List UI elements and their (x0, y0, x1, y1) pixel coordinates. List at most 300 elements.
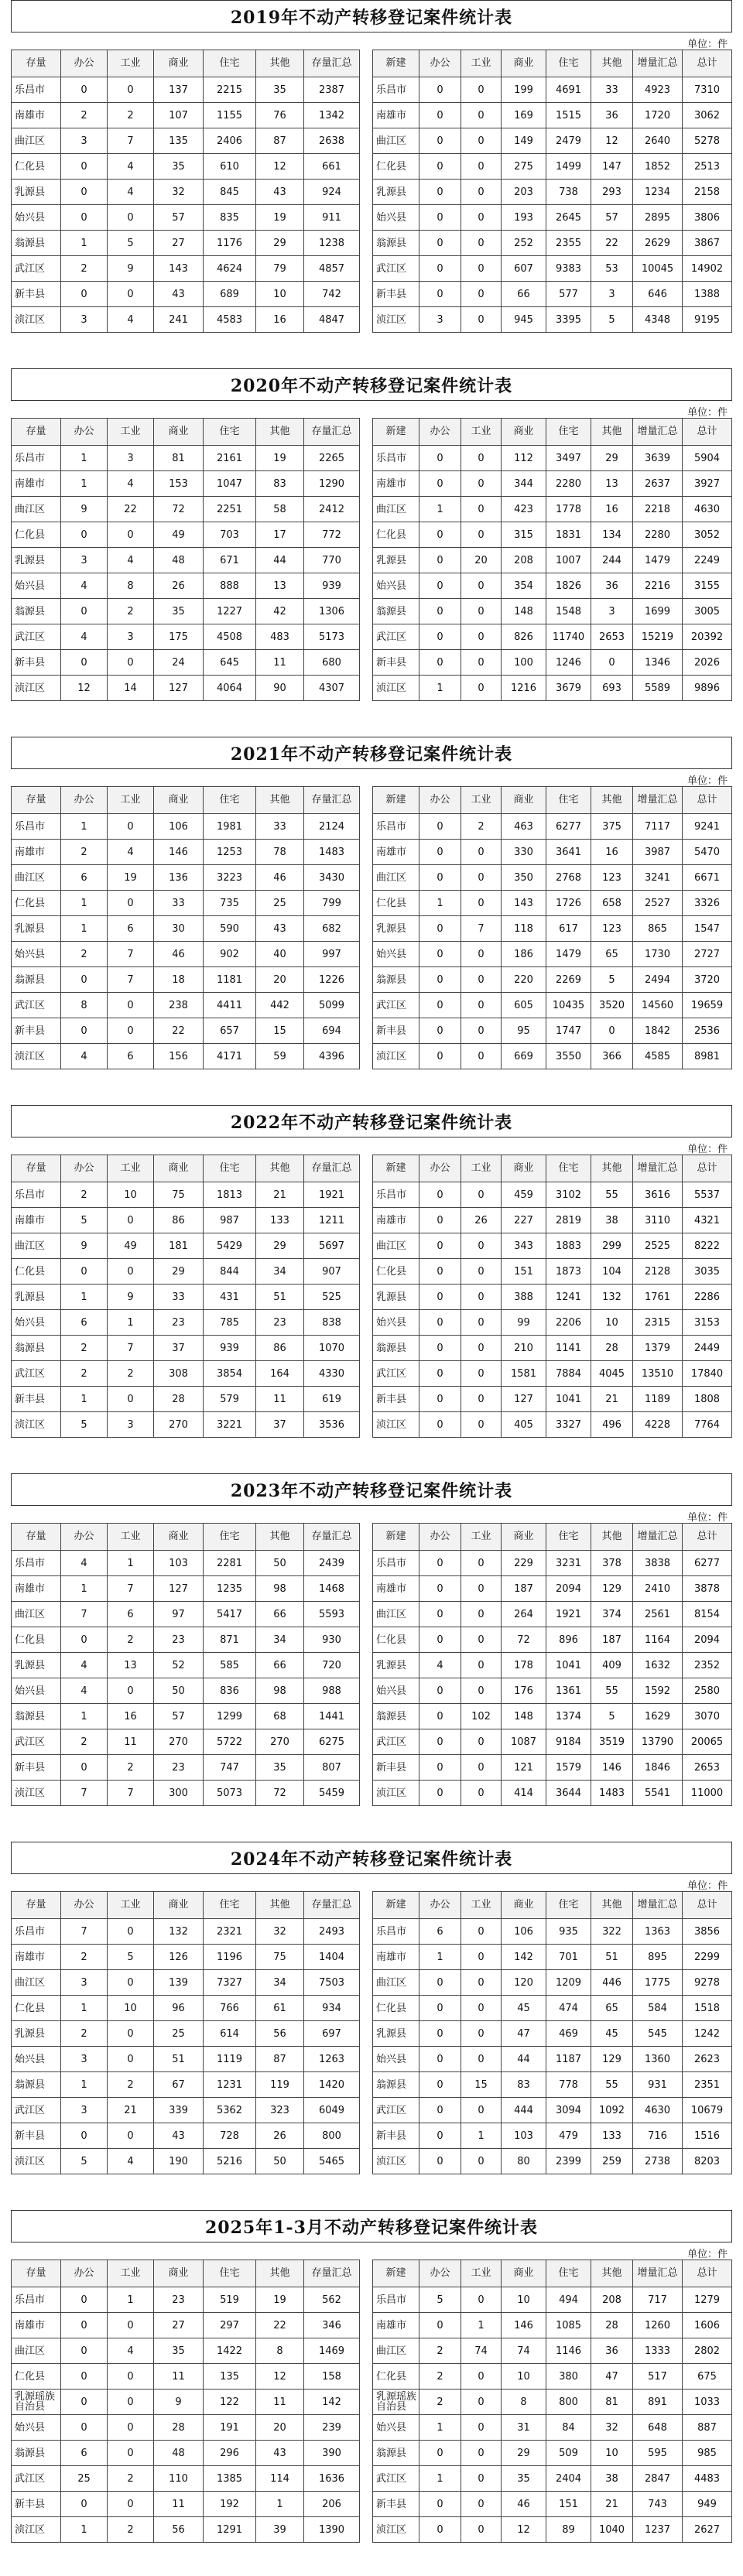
table-row (373, 1704, 732, 1729)
cell-value: 0 (419, 548, 461, 573)
cell-value: 16 (591, 497, 633, 522)
column-header: 工业 (108, 787, 154, 814)
district-name: 武江区 (12, 624, 61, 650)
cell-value: 3035 (683, 1259, 732, 1285)
cell-value: 3221 (204, 1412, 256, 1438)
district-name: 浈江区 (373, 1044, 419, 1069)
cell-value: 176 (502, 1678, 546, 1704)
cell-value: 99 (502, 1310, 546, 1336)
table-row (373, 1678, 732, 1704)
column-header: 总计 (683, 1892, 732, 1919)
cell-value: 151 (502, 1259, 546, 1285)
cell-value: 682 (304, 916, 360, 942)
cell-value: 2525 (633, 1233, 683, 1259)
cell-value: 0 (461, 1182, 502, 1208)
column-header: 存量 (12, 787, 61, 814)
cell-value: 153 (154, 471, 204, 497)
column-header: 其他 (591, 787, 633, 814)
table-row (373, 1361, 732, 1387)
cell-value: 51 (591, 1945, 633, 1970)
cell-value: 15 (256, 1018, 304, 1044)
table-row (373, 2466, 732, 2492)
cell-value: 844 (204, 1259, 256, 1285)
cell-value: 390 (304, 2441, 360, 2466)
table-row (12, 497, 360, 522)
cell-value: 40 (256, 942, 304, 967)
district-name: 浈江区 (373, 1412, 419, 1438)
district-name: 武江区 (373, 256, 419, 282)
cell-value: 2206 (546, 1310, 591, 1336)
cell-value: 3856 (683, 1919, 732, 1945)
cell-value: 20392 (683, 624, 732, 650)
cell-value: 129 (591, 2047, 633, 2072)
cell-value: 1 (256, 2492, 304, 2517)
cell-value: 0 (461, 676, 502, 701)
cell-value: 0 (108, 1970, 154, 1996)
cell-value: 0 (461, 942, 502, 967)
cell-value: 11 (154, 2364, 204, 2390)
cell-value: 10 (502, 2287, 546, 2313)
table-row (373, 814, 732, 840)
cell-value: 72 (154, 497, 204, 522)
table-row (12, 2021, 360, 2047)
cell-value: 1306 (304, 599, 360, 624)
cell-value: 0 (419, 1310, 461, 1336)
cell-value: 4 (108, 471, 154, 497)
cell-value: 86 (256, 1336, 304, 1361)
district-name: 乳源县 (12, 548, 61, 573)
table-row (373, 942, 732, 967)
cell-value: 3327 (546, 1412, 591, 1438)
cell-value: 143 (154, 256, 204, 282)
cell-value: 1479 (633, 548, 683, 573)
district-name: 始兴县 (373, 205, 419, 231)
cell-value: 133 (256, 1208, 304, 1233)
column-header: 总计 (683, 2260, 732, 2287)
cell-value: 7884 (546, 1361, 591, 1387)
table-row (12, 231, 360, 256)
table-row (12, 1653, 360, 1678)
district-name: 仁化县 (373, 1996, 419, 2021)
cell-value: 1483 (591, 1781, 633, 1806)
cell-value: 1808 (683, 1387, 732, 1412)
cell-value: 5 (61, 1208, 108, 1233)
column-header: 商业 (154, 1892, 204, 1919)
cell-value: 1468 (304, 1576, 360, 1602)
cell-value: 5697 (304, 1233, 360, 1259)
cell-value: 33 (591, 77, 633, 103)
district-name: 乐昌市 (12, 1919, 61, 1945)
table-row (12, 2364, 360, 2390)
district-name: 武江区 (12, 2098, 61, 2123)
cell-value: 1 (419, 1945, 461, 1970)
cell-value: 28 (154, 1387, 204, 1412)
cell-value: 2580 (683, 1678, 732, 1704)
cell-value: 132 (154, 1919, 204, 1945)
cell-value: 0 (461, 2149, 502, 2174)
cell-value: 2449 (683, 1336, 732, 1361)
cell-value: 106 (502, 1919, 546, 1945)
table-gap (362, 1155, 368, 1453)
column-header: 工业 (108, 50, 154, 77)
cell-value: 0 (461, 1755, 502, 1781)
cell-value: 0 (419, 916, 461, 942)
column-header: 总计 (683, 1524, 732, 1551)
table-row (373, 154, 732, 180)
cell-value: 46 (154, 942, 204, 967)
cell-value: 2286 (683, 1285, 732, 1310)
cell-value: 19 (256, 2287, 304, 2313)
cell-value: 1499 (546, 154, 591, 180)
column-header: 商业 (502, 1524, 546, 1551)
cell-value: 579 (204, 1387, 256, 1412)
cell-value: 0 (419, 205, 461, 231)
cell-value: 3806 (683, 205, 732, 231)
cell-value: 0 (419, 1182, 461, 1208)
cell-value: 2094 (683, 1627, 732, 1653)
cell-value: 5 (108, 1945, 154, 1970)
table-row (12, 676, 360, 701)
cell-value: 474 (546, 1996, 591, 2021)
cell-value: 0 (461, 307, 502, 333)
cell-value: 2 (61, 103, 108, 128)
district-name: 浈江区 (373, 307, 419, 333)
cell-value: 0 (108, 205, 154, 231)
cell-value: 46 (256, 865, 304, 891)
cell-value: 0 (461, 2466, 502, 2492)
column-header: 商业 (502, 787, 546, 814)
cell-value: 199 (502, 77, 546, 103)
cell-value: 4585 (633, 1044, 683, 1069)
cell-value: 3536 (304, 1412, 360, 1438)
cell-value: 0 (419, 256, 461, 282)
cell-value: 4508 (204, 624, 256, 650)
cell-value: 55 (591, 1182, 633, 1208)
cell-value: 0 (419, 814, 461, 840)
district-name: 乳源县 (12, 1285, 61, 1310)
cell-value: 57 (154, 205, 204, 231)
cell-value: 0 (419, 180, 461, 205)
column-header: 总计 (683, 1155, 732, 1182)
cell-value: 2269 (546, 967, 591, 993)
district-name: 乳源县 (12, 1653, 61, 1678)
cell-value: 49 (154, 522, 204, 548)
table-row (12, 1336, 360, 1361)
cell-value: 0 (461, 1361, 502, 1387)
cell-value: 187 (591, 1627, 633, 1653)
cell-value: 3052 (683, 522, 732, 548)
cell-value: 11 (108, 1729, 154, 1755)
cell-value: 0 (461, 1781, 502, 1806)
cell-value: 871 (204, 1627, 256, 1653)
cell-value: 0 (419, 2149, 461, 2174)
cell-value: 23 (154, 2287, 204, 2313)
cell-value: 945 (502, 307, 546, 333)
cell-value: 865 (633, 916, 683, 942)
cell-value: 3987 (633, 840, 683, 865)
column-header: 新建 (373, 1892, 419, 1919)
cell-value: 0 (61, 1755, 108, 1781)
district-name: 乐昌市 (373, 1551, 419, 1576)
cell-value: 924 (304, 180, 360, 205)
table-row (373, 282, 732, 307)
cell-value: 0 (461, 1233, 502, 1259)
table-row (12, 2287, 360, 2313)
cell-value: 6 (108, 916, 154, 942)
table-gap (362, 786, 368, 1085)
cell-value: 1238 (304, 231, 360, 256)
cell-value: 735 (204, 891, 256, 916)
cell-value: 16 (256, 307, 304, 333)
cell-value: 354 (502, 573, 546, 599)
cell-value: 0 (61, 2123, 108, 2149)
column-header: 其他 (256, 1524, 304, 1551)
cell-value: 15 (461, 2072, 502, 2098)
table-row (373, 128, 732, 154)
left-table (11, 418, 360, 701)
cell-value: 3395 (546, 307, 591, 333)
cell-value: 2315 (633, 1310, 683, 1336)
cell-value: 229 (502, 1551, 546, 1576)
column-header: 工业 (461, 1155, 502, 1182)
cell-value: 4630 (683, 497, 732, 522)
cell-value: 3 (61, 548, 108, 573)
cell-value: 4045 (591, 1361, 633, 1387)
district-name: 曲江区 (12, 865, 61, 891)
cell-value: 25 (154, 2021, 204, 2047)
cell-value: 123 (591, 865, 633, 891)
column-header: 商业 (502, 2260, 546, 2287)
cell-value: 1 (108, 2287, 154, 2313)
table-row (373, 599, 732, 624)
district-name: 乐昌市 (373, 77, 419, 103)
column-header: 工业 (461, 2260, 502, 2287)
district-name: 仁化县 (12, 1996, 61, 2021)
cell-value: 4348 (633, 307, 683, 333)
unit-label: 单位：件 (687, 39, 728, 50)
table-row (12, 2441, 360, 2466)
cell-value: 5459 (304, 1781, 360, 1806)
column-header: 其他 (256, 1155, 304, 1182)
table-row (373, 2287, 732, 2313)
cell-value: 0 (461, 256, 502, 282)
cell-value: 4624 (204, 256, 256, 282)
district-name: 翁源县 (12, 1704, 61, 1729)
cell-value: 343 (502, 1233, 546, 1259)
cell-value: 0 (419, 446, 461, 471)
cell-value: 2653 (683, 1755, 732, 1781)
cell-value: 2410 (633, 1576, 683, 1602)
cell-value: 494 (546, 2287, 591, 2313)
cell-value: 0 (461, 1678, 502, 1704)
cell-value: 17 (256, 522, 304, 548)
district-name: 南雄市 (373, 1945, 419, 1970)
column-header: 存量 (12, 1155, 61, 1182)
cell-value: 1404 (304, 1945, 360, 1970)
cell-value: 5589 (633, 676, 683, 701)
cell-value: 0 (61, 154, 108, 180)
cell-value: 388 (502, 1285, 546, 1310)
cell-value: 545 (633, 2021, 683, 2047)
cell-value: 38 (591, 1208, 633, 1233)
cell-value: 1176 (204, 231, 256, 256)
cell-value: 4923 (633, 77, 683, 103)
cell-value: 2161 (204, 446, 256, 471)
cell-value: 0 (419, 624, 461, 650)
table-row (373, 1044, 732, 1069)
cell-value: 1361 (546, 1678, 591, 1704)
cell-value: 1141 (546, 1336, 591, 1361)
section-title: 2024年不动产转移登记案件统计表 (11, 1842, 732, 1874)
table-row (373, 840, 732, 865)
table-row (12, 1233, 360, 1259)
cell-value: 375 (591, 814, 633, 840)
cell-value: 799 (304, 891, 360, 916)
table-row (373, 471, 732, 497)
cell-value: 675 (683, 2364, 732, 2390)
cell-value: 3854 (204, 1361, 256, 1387)
right-table (372, 50, 732, 333)
table-row (373, 1412, 732, 1438)
cell-value: 614 (204, 2021, 256, 2047)
table-row (12, 2390, 360, 2415)
cell-value: 2727 (683, 942, 732, 967)
cell-value: 658 (591, 891, 633, 916)
column-header: 办公 (61, 1155, 108, 1182)
cell-value: 703 (204, 522, 256, 548)
cell-value: 12 (256, 154, 304, 180)
cell-value: 3 (591, 599, 633, 624)
cell-value: 1211 (304, 1208, 360, 1233)
cell-value: 610 (204, 154, 256, 180)
cell-value: 0 (61, 180, 108, 205)
cell-value: 2527 (633, 891, 683, 916)
district-name: 翁源县 (12, 2441, 61, 2466)
district-name: 浈江区 (373, 676, 419, 701)
cell-value: 907 (304, 1259, 360, 1285)
cell-value: 3878 (683, 1576, 732, 1602)
cell-value: 2321 (204, 1919, 256, 1945)
cell-value: 10679 (683, 2098, 732, 2123)
table-row (373, 2021, 732, 2047)
district-name: 乳源县 (373, 2021, 419, 2047)
table-row (12, 1182, 360, 1208)
district-name: 南雄市 (12, 1576, 61, 1602)
table-row (12, 1412, 360, 1438)
cell-value: 156 (154, 1044, 204, 1069)
cell-value: 47 (502, 2021, 546, 2047)
right-table (372, 1891, 732, 2174)
column-header: 工业 (108, 1155, 154, 1182)
column-header: 办公 (61, 1892, 108, 1919)
stat-table-section (11, 1473, 732, 1829)
column-header: 商业 (154, 1155, 204, 1182)
cell-value: 1775 (633, 1970, 683, 1996)
cell-value: 21 (591, 1387, 633, 1412)
cell-value: 0 (108, 2047, 154, 2072)
district-name: 乳源瑶族自治县 (12, 2390, 61, 2415)
cell-value: 98 (256, 1576, 304, 1602)
cell-value: 23 (154, 1310, 204, 1336)
cell-value: 5537 (683, 1182, 732, 1208)
cell-value: 12 (256, 2364, 304, 2390)
column-header: 办公 (419, 1524, 461, 1551)
cell-value: 52 (154, 1653, 204, 1678)
cell-value: 11 (154, 2492, 204, 2517)
cell-value: 299 (591, 1233, 633, 1259)
cell-value: 65 (591, 942, 633, 967)
cell-value: 1333 (633, 2338, 683, 2364)
cell-value: 32 (591, 2415, 633, 2441)
cell-value: 3679 (546, 676, 591, 701)
cell-value: 270 (154, 1729, 204, 1755)
cell-value: 0 (61, 2390, 108, 2415)
column-header: 商业 (154, 2260, 204, 2287)
cell-value: 23 (154, 1627, 204, 1653)
cell-value: 19 (256, 446, 304, 471)
cell-value: 1187 (546, 2047, 591, 2072)
cell-value: 5099 (304, 993, 360, 1018)
cell-value: 21 (591, 2492, 633, 2517)
district-name: 南雄市 (373, 471, 419, 497)
cell-value: 346 (304, 2313, 360, 2338)
cell-value: 18 (154, 967, 204, 993)
table-row (12, 2313, 360, 2338)
cell-value: 1921 (546, 1602, 591, 1627)
cell-value: 0 (419, 1361, 461, 1387)
cell-value: 46 (502, 2492, 546, 2517)
cell-value: 0 (419, 2098, 461, 2123)
cell-value: 374 (591, 1602, 633, 1627)
cell-value: 1831 (546, 522, 591, 548)
cell-value: 2653 (591, 624, 633, 650)
cell-value: 1813 (204, 1182, 256, 1208)
right-table (372, 2260, 732, 2543)
cell-value: 835 (204, 205, 256, 231)
cell-value: 149 (502, 128, 546, 154)
cell-value: 607 (502, 256, 546, 282)
cell-value: 175 (154, 624, 204, 650)
cell-value: 1547 (683, 916, 732, 942)
column-header: 工业 (461, 419, 502, 446)
cell-value: 11 (256, 650, 304, 676)
cell-value: 3838 (633, 1551, 683, 1576)
cell-value: 1 (108, 1310, 154, 1336)
district-name: 乐昌市 (12, 77, 61, 103)
cell-value: 89 (546, 2517, 591, 2543)
cell-value: 2124 (304, 814, 360, 840)
column-header: 存量 (12, 50, 61, 77)
cell-value: 2158 (683, 180, 732, 205)
column-header: 办公 (419, 2260, 461, 2287)
cell-value: 738 (546, 180, 591, 205)
cell-value: 2 (61, 256, 108, 282)
table-row (12, 1602, 360, 1627)
cell-value: 3 (61, 2047, 108, 2072)
cell-value: 121 (502, 1755, 546, 1781)
column-header: 其他 (591, 419, 633, 446)
cell-value: 49 (108, 1233, 154, 1259)
cell-value: 43 (154, 2123, 204, 2149)
cell-value: 1291 (204, 2517, 256, 2543)
cell-value: 2819 (546, 1208, 591, 1233)
cell-value: 4396 (304, 1044, 360, 1069)
cell-value: 1007 (546, 548, 591, 573)
column-header: 存量 (12, 1524, 61, 1551)
table-row (12, 573, 360, 599)
district-name: 武江区 (373, 2098, 419, 2123)
cell-value: 297 (204, 2313, 256, 2338)
